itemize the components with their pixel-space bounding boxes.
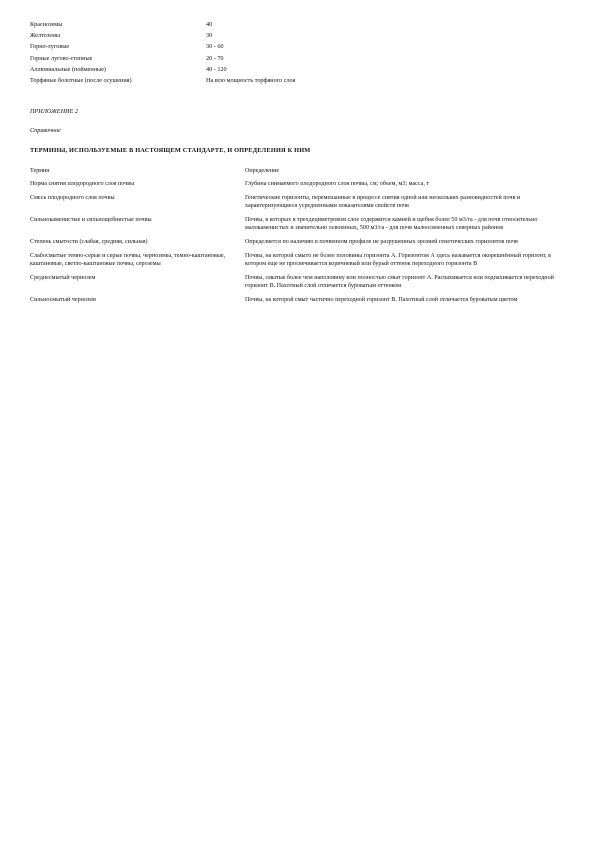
table-row	[30, 53, 550, 64]
thickness-value: 30 - 60	[206, 43, 224, 51]
table-row	[30, 252, 562, 274]
column-header-definition: Определение	[245, 168, 280, 174]
definition-cell: Генетические горизонты, перемешанные в процессе снятия одной или нескольких разновидностей почв и характеризующиеся усредненными показателями свойств почв	[245, 195, 521, 209]
definition-cell: Почвы, в которых в трехдециметровом слое содержится камней и щебня более 50 м3/га - для почв относительно малокаменистых и значительно освоенных, 500 м3/га - для почв малоосвоенных северных районов	[245, 217, 538, 231]
term-cell: Смесь плодородного слоя почвы	[30, 195, 115, 201]
appendix-title: ПРИЛОЖЕНИЕ 2	[30, 108, 78, 115]
term-cell: Слабосмытые темно-серые и серые почвы, черноземы, темно-каштановые, каштановые, светло-каштановые почвы, сероземы	[30, 253, 226, 267]
section-heading: ТЕРМИНЫ, ИСПОЛЬЗУЕМЫЕ В НАСТОЯЩЕМ СТАНДАРТЕ, И ОПРЕДЕЛЕНИЯ К НИМ	[30, 147, 311, 154]
thickness-value: 40 - 120	[206, 65, 227, 73]
table-row	[30, 30, 550, 41]
thickness-value: 20 - 70	[206, 54, 224, 62]
definition-cell: Почвы, смытые более чем наполовину или полностью смыт горизонт А. Распахивается или подпахивается переходной горизонт В. Пахотный слой отличается буроватым оттенком	[245, 275, 554, 289]
table-row	[30, 194, 562, 216]
term-cell: Сильнокаменистые и сильнощебнистые почвы	[30, 217, 152, 223]
table-header-row	[30, 167, 562, 180]
column-header-term: Термин	[30, 168, 50, 174]
term-cell: Сильносмытый чернозем	[30, 297, 96, 303]
soil-name: Горные лугово-степные	[30, 54, 93, 62]
thickness-table	[30, 19, 550, 86]
appendix-subtitle: Справочное	[30, 127, 61, 134]
soil-name: Аллювиальные (пойменные)	[30, 65, 106, 73]
definition-cell: Почвы, на которой смыто не более половины горизонта А. Горизонтом А здесь называется окорешнённый горизонт, в котором еще не просвечивается коричневый или бурый оттенок переходного горизонта В	[245, 253, 552, 267]
thickness-value: 30	[206, 32, 213, 40]
term-cell: Степень смытости (слабая, средняя, сильная)	[30, 239, 148, 245]
soil-name: Красноземы	[30, 21, 63, 29]
soil-name: Желтоземы	[30, 32, 61, 40]
soil-name: Торфяные болотные (после осушения)	[30, 77, 132, 85]
definition-cell: Определяется по наличию в почвенном профиле не разрушенных эрозией генетических горизонтов почв	[245, 239, 518, 245]
table-row	[30, 180, 562, 194]
definition-cell: Глубина снимаемого плодородного слоя почвы, см; объем, м3; масса, т	[245, 181, 430, 187]
table-row	[30, 19, 550, 30]
term-cell: Норма снятия плодородного слоя почвы	[30, 181, 135, 187]
table-row	[30, 64, 550, 75]
thickness-value: На всю мощность торфяного слоя	[206, 77, 296, 85]
table-row	[30, 216, 562, 238]
terms-table	[30, 167, 562, 310]
table-row	[30, 238, 562, 252]
table-row	[30, 296, 562, 310]
table-row	[30, 75, 550, 86]
table-row	[30, 274, 562, 296]
thickness-value: 40	[206, 21, 213, 29]
soil-name: Горно-луговые	[30, 43, 70, 51]
table-row	[30, 41, 550, 52]
definition-cell: Почвы, на которой смыт частично переходной горизонт В. Пахотный слой отличается буроватым цветом	[245, 297, 518, 303]
term-cell: Среднесмытый чернозем	[30, 275, 96, 281]
